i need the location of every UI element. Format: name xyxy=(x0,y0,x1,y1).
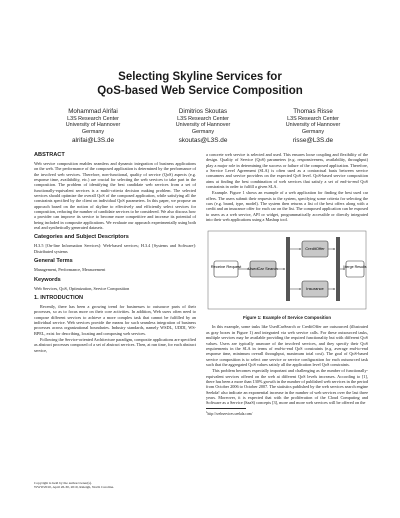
categories-text: H.3.5 [On-line Information Services]: Web-based services; H.3.4 [Systems and Software]: Distributed systems xyxy=(34,243,196,254)
author-name: Mohammad Alrifai xyxy=(68,108,118,115)
author-3 xyxy=(258,108,368,145)
abstract-heading: ABSTRACT xyxy=(34,152,65,158)
parallel-join-bar xyxy=(336,237,340,301)
credit-offer-label: CreditOffer xyxy=(305,246,325,252)
author-email[interactable]: skoutas@L3S.de xyxy=(178,137,228,145)
author-country: Germany xyxy=(301,128,325,135)
categories-heading: Categories and Subject Descriptors xyxy=(34,234,129,241)
title-line-2: QoS-based Web Service Composition xyxy=(97,85,303,97)
author-affiliation: L3S Research Center xyxy=(67,116,119,122)
figure-1 xyxy=(206,225,368,313)
author-country: Germany xyxy=(191,128,215,135)
copyright-line-1: Copyright is held by the author/owner(s). xyxy=(34,481,92,485)
right-column xyxy=(206,152,368,416)
parallel-split-bar xyxy=(286,237,290,301)
right-paragraph-4: This problem becomes especially important and challenging as the number of functionally-equivalent services offered on the web at different QoS levels increases. According to [1], there has been a more than 130% growth in the number of published web services in the period from October 2006 to October 2007. The statistics published by the web services search engine Seekda! also indicate an exponential increase in the number of web services over the last three years. Moreover, it is expected that with the proliferation of the Cloud Computing and Software as a Service (SaaS) concepts [3], more and more web services will be offered on the xyxy=(206,368,368,406)
footnote: $^1$http://webservices.seekda.com/ xyxy=(206,409,253,416)
copyright-notice xyxy=(34,481,196,490)
copyright-line-2: WWW2010, April 26-30, 2010, Raleigh, North Carolina. xyxy=(34,485,114,490)
composition-diagram xyxy=(206,225,368,313)
introduction-paragraph-1: Recently, there has been a growing trend for businesses to outsource parts of their processes, so as to focus more on their core activities. In addition, Web users often need to compose different services to achieve a more complex task that cannot be fulfilled by an individual service. Web services provide the means for such seamless integration of business processes across organizational boundaries. Industry standards, namely WSDL, UDDI, WS-BPEL, exist for describing, locating and composing web services. xyxy=(34,303,196,336)
author-affiliation: L3S Research Center xyxy=(287,116,339,122)
right-paragraph-2: Example. Figure 1 shows an example of a web application for finding the best used car offers. The users submit their requests to the system, specifying some criteria for selecting the cars (e.g. brand, type, model). The system then returns a list of the best offers along with a credit and an insurance offer for each car on the list. The composed application can be exposed to users as a web service, API or widget, programmatically accessible or directly integrated into their web applications using a Mashup tool. xyxy=(206,190,368,223)
paper-title xyxy=(0,70,400,98)
general-terms-heading: General Terms xyxy=(34,258,73,265)
author-block xyxy=(38,108,368,145)
introduction-paragraph-2: Following the Service-oriented Architecture paradigm, composite applications are specified as abstract processes composed of a set of abstract services. Then, at run time, for each abstract service, xyxy=(34,336,196,353)
footnote-url[interactable]: http://webservices.seekda.com/ xyxy=(207,411,253,416)
right-paragraph-1: a concrete web service is selected and used. This ensures loose coupling and flexibility of the design. Quality of Service (QoS) parameters (e.g. responsiveness, availability, throughput) play a major role in determining the success or failure of the composed application. Therefore, a Service Level Agreement (SLA) is often used as a contractual basis between service consumers and service providers on the expected QoS level. QoS-based service composition aims at finding the best combination of web services that satisfy a set of end-to-end QoS constraints in order to fulfill a given SLA. xyxy=(206,152,368,190)
usedcar-search-label: UsedCar Search xyxy=(248,266,278,272)
right-paragraph-3: In this example, some tasks like UsedCarSearch or CreditOffer are outsourced (illustrated as gray boxes in Figure 1) and integrated via web service calls. For these outsourced tasks, multiple services may be available providing the required functionality but with different QoS values. Users are typically unaware of the involved services, and they specify their QoS requirements in the SLA in terms of end-to-end QoS constraints (e.g. average end-to-end response time, minimum overall throughput, maximum total cost). The goal of QoS-based service composition is to select one service or service configuration for each outsourced task such that the aggregated QoS values satisfy all the application level QoS constraints. xyxy=(206,324,368,367)
figure-caption: Figure 1: Example of Service Composition xyxy=(242,315,332,321)
author-university: University of Hannover xyxy=(65,122,121,129)
author-affiliation: L3S Research Center xyxy=(177,116,229,122)
footnote-rule xyxy=(206,408,246,409)
insurance-label: Insurance xyxy=(306,286,324,292)
merge-results-box xyxy=(346,261,364,277)
author-1 xyxy=(38,108,148,145)
title-line-1: Selecting Skyline Services for xyxy=(118,71,282,83)
author-university: University of Hannover xyxy=(175,122,231,129)
general-terms-text: Management, Performance, Measurement xyxy=(34,267,106,273)
author-country: Germany xyxy=(81,128,105,135)
author-name: Thomas Risse xyxy=(293,108,333,115)
author-name: Dimitrios Skoutas xyxy=(178,108,228,115)
author-university: University of Hannover xyxy=(285,122,341,129)
keywords-heading: Keywords xyxy=(34,276,61,283)
receive-request-label: Receive Request xyxy=(210,264,242,270)
author-2 xyxy=(148,108,258,145)
introduction-heading: 1. INTRODUCTION xyxy=(34,294,84,301)
keywords-text: Web Services, QoS, Optimization, Service Composition xyxy=(34,285,130,291)
abstract-text: Web service composition enables seamless and dynamic integration of business applications on the web. The performance of the composed application is determined by the performance of the involved web services. Therefore, non-functional, quality of service (QoS) aspects (e.g. response time, availability, etc.) are crucial for selecting the web services to take part in the composition. The problem of identifying the best candidate web services from a set of functionally-equivalent services is a multi-criteria decision making problem. The selected services should optimize the overall QoS of the composed application, while satisfying all the constraints specified by the client on individual QoS parameters. In this paper, we propose an approach based on the notion of skyline to effectively and efficiently select services for composition, reducing the number of candidate services to be considered. We also discuss how a provider can improve its service to become more competitive and increase its potential of being included in composite applications. We evaluate our approach experimentally using both real and synthetically generated datasets. xyxy=(34,161,196,231)
author-email[interactable]: alrifai@L3S.de xyxy=(71,137,114,145)
merge-results-label: Merge Results xyxy=(343,265,367,270)
author-email[interactable]: risse@L3S.de xyxy=(292,137,334,145)
left-column xyxy=(34,152,196,354)
